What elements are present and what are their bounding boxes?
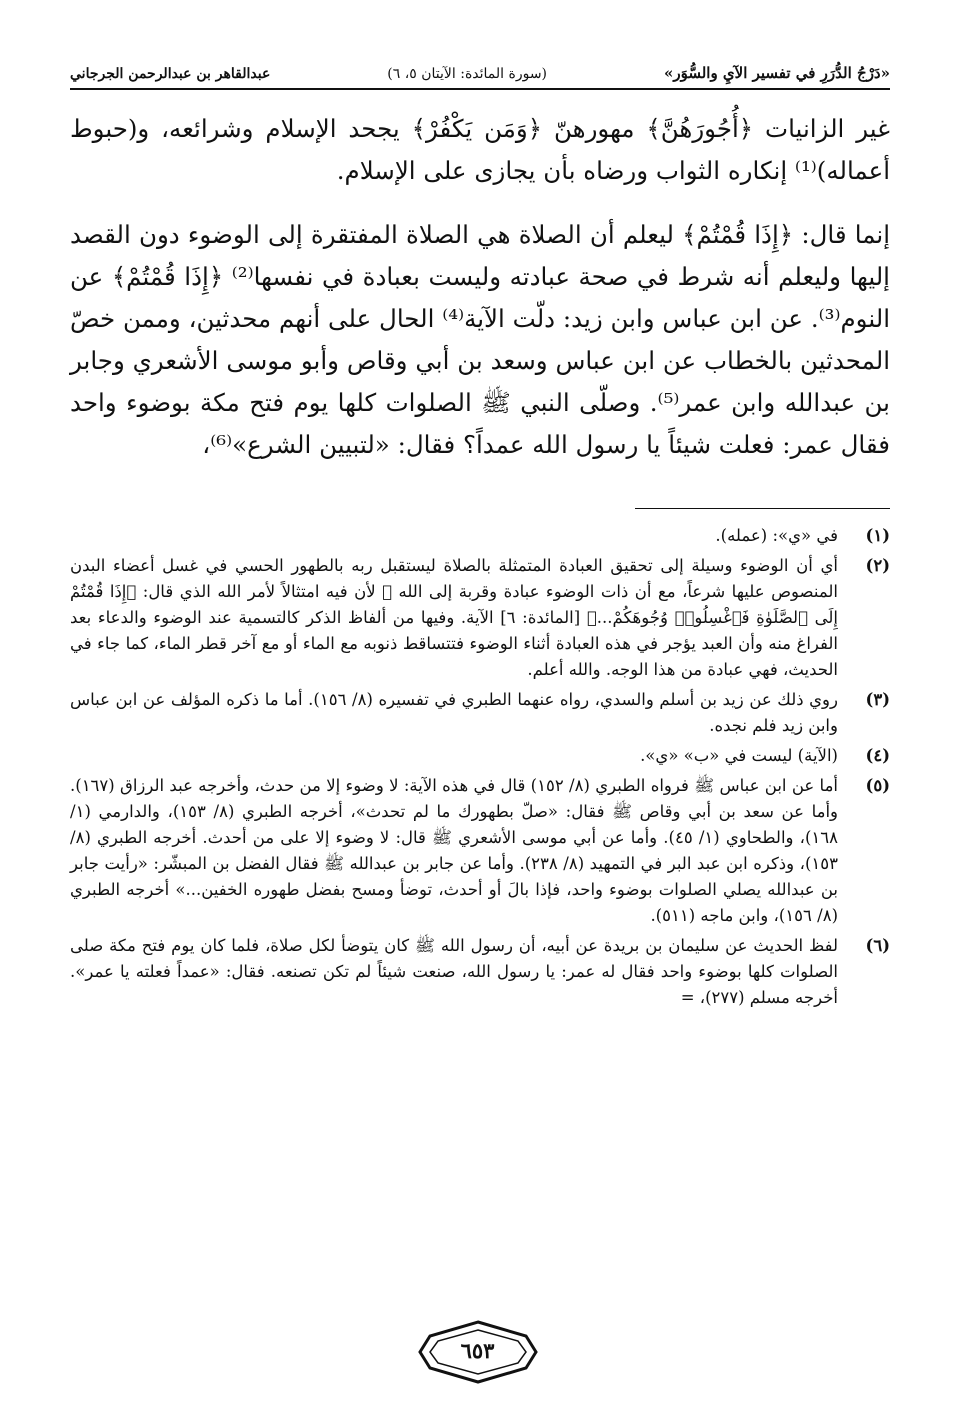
footnote-4 bbox=[70, 743, 890, 769]
main-text bbox=[70, 108, 890, 466]
running-header bbox=[70, 40, 890, 90]
footnote-text: أما عن ابن عباس ﷺ فرواه الطبري (٨/ ١٥٢) قال في هذه الآية: لا وضوء إلا من حدث، وأخرجه عبد الرزاق (١٦٧). وأما عن سعد بن أبي وقاص ﷺ فقال: «صلّ بطهورك ما لم تحدث»، أخرجه الطبري (٨/ ١٥٣)، والدارمي (١/ ١٦٨)، والطحاوي (١/ ٤٥). وأما عن أبي موسى الأشعري ﷺ قال: لا وضوء إلا على من أحدث. أخرجه الطبري (٨/ ١٥٣)، وذكره ابن عبد البر في التمهيد (٨/ ٢٣٨). وأما عن جابر بن عبدالله ﷺ فقال الفضل بن المبشّر: «رأيت جابر بن عبدالله يصلي الصلوات بوضوء واحد، فإذا بالَ أو أحدث، توضأ ومسح بفضل طهوره الخفين...» أخرجه الطبري (٨/ ١٥٦)، وابن ماجه (٥١١). bbox=[70, 776, 838, 925]
author-name: عبدالقاهر بن عبدالرحمن الجرجاني bbox=[70, 66, 271, 82]
footnote-number: (٥) bbox=[865, 776, 890, 795]
page-number-ornament bbox=[418, 1320, 538, 1384]
footnote-number: (٤) bbox=[865, 746, 890, 765]
footnotes bbox=[70, 523, 890, 1011]
footnote-text: روي ذلك عن زيد بن أسلم والسدي، رواه عنهما الطبري في تفسيره (٨/ ١٥٦). أما ما ذكره المؤلف عن ابن عباس وابن زيد فلم نجده. bbox=[70, 690, 838, 735]
footnote-text: أي أن الوضوء وسيلة إلى تحقيق العبادة المتمثلة بالصلاة ليستقبل ربه بالطهور الحسي في غسل أعضاء البدن المنصوص عليها شرعاً، مع أن ذات الوضوء عبادة وقربة إلى الله ﷻ لأن فيه امتثالاً لأمر الله الذي قال: ﴿إِذَا قُمْتُمْ إِلَى ٱلصَّلَوٰةِ فَٱغْسِلُوا۟ وُجُوهَكُمْ...﴾ [المائدة: ٦] الآية. وفيها من ألفاظ الذكر كالتسمية عند الوضوء والدعاء بعد الفراغ منه وأن العبد يؤجر في هذه العبادة أثناء الوضوء فتتساقط ذنوبه مع الماء أو مع آخر قطر الماء، كما جاء في الحديث، فهي عبادة من هذا الوجه. والله أعلم. bbox=[70, 556, 838, 679]
footnote-3 bbox=[70, 687, 890, 739]
footnote-number: (٦) bbox=[865, 936, 890, 955]
footnote-separator bbox=[635, 508, 890, 509]
footnote-number: (٢) bbox=[865, 556, 890, 575]
footnote-text: في «ي»: (عمله). bbox=[715, 526, 838, 545]
footnote-number: (٣) bbox=[865, 690, 890, 709]
paragraph-1: غير الزانيات ﴿أُجُورَهُنَّ﴾ مهورهنّ ﴿وَمَن يَكْفُرْ﴾ يجحد الإسلام وشرائعه، و(حبوط أعماله)⁽¹⁾ إنكاره الثواب ورضاه بأن يجازى على الإسلام. bbox=[70, 114, 890, 185]
book-title: «دَرْجُ الدُّرَرِ في تفسير الآيِ والسُّوَر» bbox=[663, 64, 890, 82]
footnote-text: (الآية) ليست في «ب» «ي». bbox=[640, 746, 838, 765]
footnote-text: لفظ الحديث عن سليمان بن بريدة عن أبيه، أن رسول الله ﷺ كان يتوضأ لكل صلاة، فلما كان يوم فتح مكة صلى الصلوات كلها بوضوء واحد فقال له عمر: يا رسول الله، صنعت شيئاً لم تكن تصنعه. فقال: «عمداً فعلته يا عمر». أخرجه مسلم (٢٧٧)، = bbox=[70, 936, 838, 1007]
surah-reference: (سورة المائدة: الآيتان ٥، ٦) bbox=[387, 66, 548, 82]
footnote-1 bbox=[70, 523, 890, 549]
footnote-5 bbox=[70, 773, 890, 929]
footnote-2 bbox=[70, 553, 890, 683]
footnote-6 bbox=[70, 933, 890, 1011]
page bbox=[70, 40, 890, 1015]
page-number: ٦٥٣ bbox=[460, 1338, 495, 1363]
footnote-number: (١) bbox=[865, 526, 890, 545]
paragraph-2: إنما قال: ﴿إِذَا قُمْتُمْ﴾ ليعلم أن الصلاة هي الصلاة المفتقرة إلى الوضوء دون القصد إليها وليعلم أنه شرط في صحة عبادته وليست بعبادة في نفسها⁽²⁾ ﴿إِذَا قُمْتُمْ﴾ عن النوم⁽³⁾. عن ابن عباس وابن زيد: دلّت الآية⁽⁴⁾ الحال على أنهم محدثين، وممن خصّ المحدثين بالخطاب عن ابن عباس وسعد بن أبي وقاص وأبو موسى الأشعري وجابر بن عبدالله وابن عمر⁽⁵⁾. وصلّى النبي ﷺ الصلوات كلها يوم فتح مكة بوضوء واحد فقال عمر: فعلت شيئاً يا رسول الله عمداً؟ فقال: «لتبيين الشرع»⁽⁶⁾، bbox=[70, 220, 891, 459]
